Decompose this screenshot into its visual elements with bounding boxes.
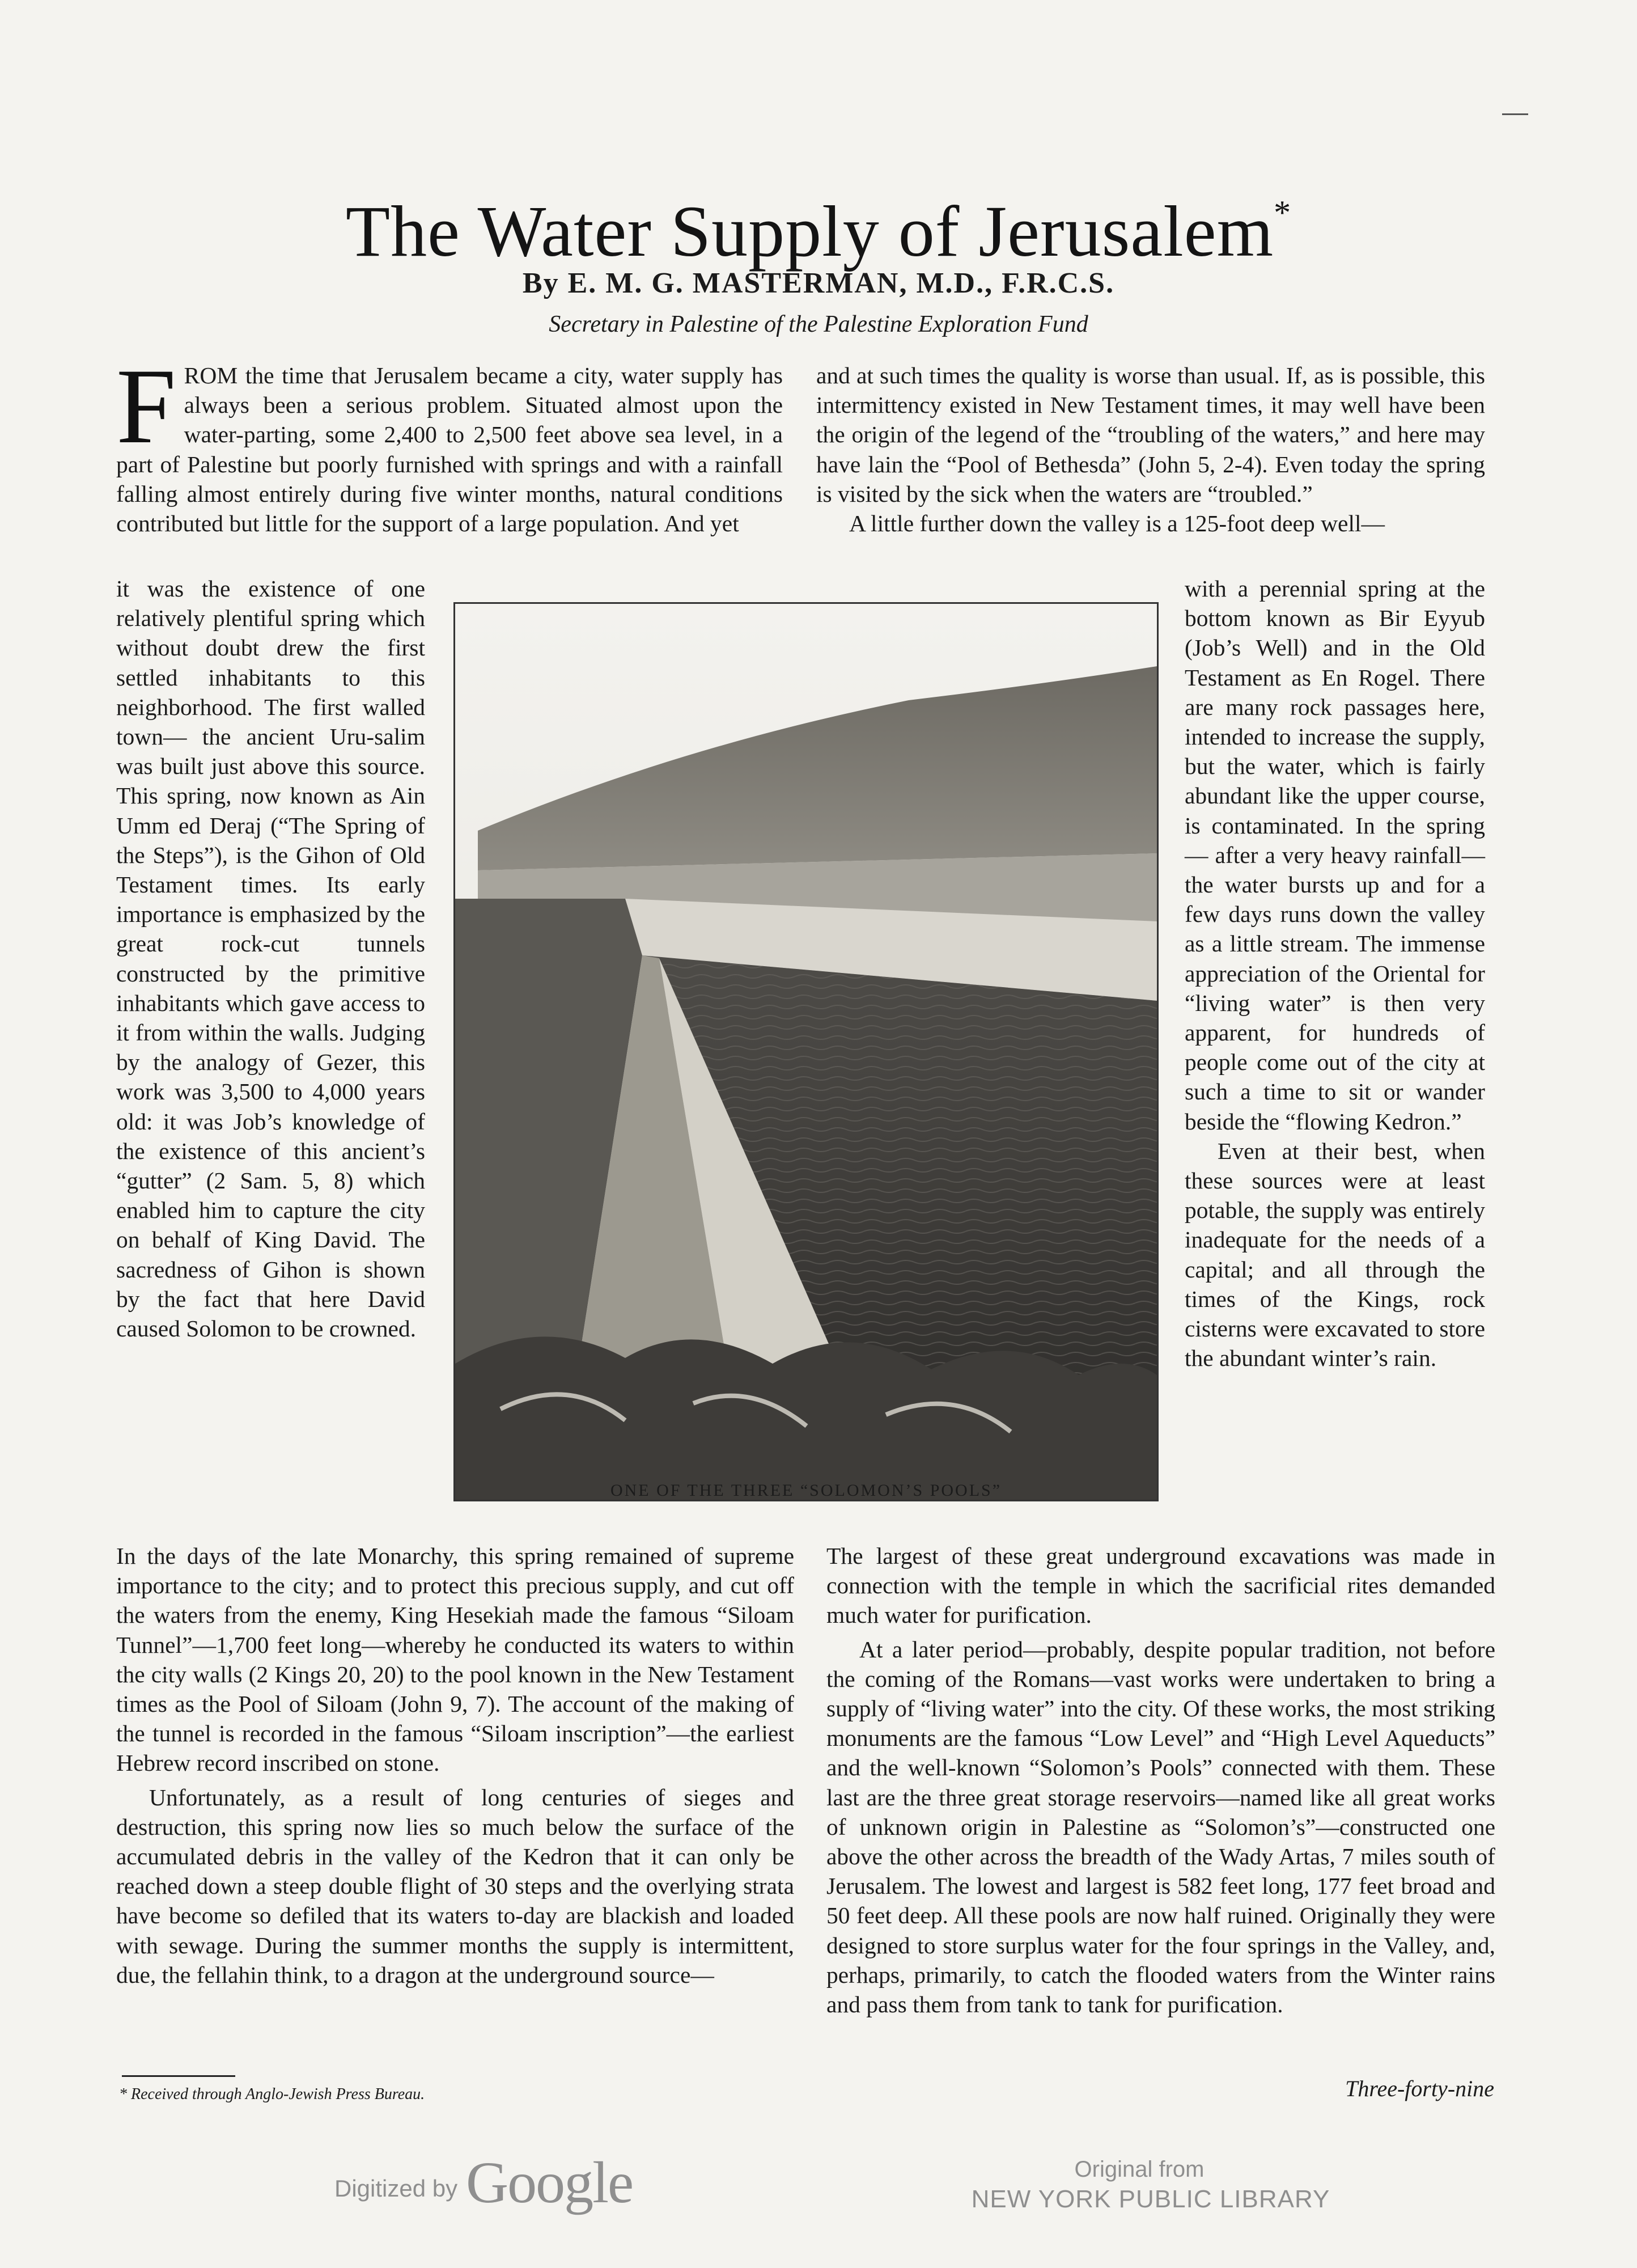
- title-footnote-mark: *: [1274, 194, 1292, 231]
- col2-narrow-paragraph-1: with a perennial spring at the bottom known as Bir Eyyub (Job’s Well) and in the Old Testament as En Rogel. There are many rock passages here, intended to increase the supply, but the water, which is fairly abundant like the upper course, is contaminated. In the spring— after a very heavy rainfall—the water bursts up and for a few days runs down the valley as a little stream. The immense appreciation of the Oriental for “living water” is then very apparent, for hundreds of people come out of the city at such a time to sit or wander beside the “flowing Kedron.”: [1185, 576, 1485, 1135]
- col2-narrow-text: [1185, 574, 1485, 1373]
- col1-top-text: [116, 347, 783, 538]
- photo-caption: ONE OF THE THREE “SOLOMON’S POOLS”: [610, 1481, 1002, 1500]
- col1-narrow-text: [116, 574, 425, 1343]
- col1-opening-paragraph: ROM the time that Jerusalem became a city, water supply has always been a serious problem. Situated almost upon the water-parting, some 2,400 to 2,500 feet above sea level, in a part of Palestine but poorly furnished with springs and with a rainfall falling almost entirely during five winter months, natural conditions contributed but little for the support of a large population. And yet: [116, 362, 783, 537]
- col1-narrow-paragraph: it was the existence of one relatively plentiful spring which without doubt drew the first settled inhabitants to this neighborhood. The first walled town— the ancient Uru-salim was built just above this source. This spring, now known as Ain Umm ed Deraj (“The Spring of the Steps”), is the Gihon of Old Testament times. Its early importance is emphasized by the great rock-cut tunnels constructed by the primitive inhabitants which gave access to it from within the walls. Judging by the analogy of Gezer, this work was 3,500 to 4,000 years old: it was Job’s knowledge of the existence of this ancient’s “gutter” (2 Sam. 5, 8) which enabled him to capture the city on behalf of King David. The sacredness of Gihon is shown by the fact that here David caused Solomon to be crowned.: [116, 576, 425, 1342]
- article-title: The Water Supply of Jerusalem*: [345, 191, 1292, 272]
- col1-paragraph-1: In the days of the late Monarchy, this spring remained of supreme importance to the city; and to protect this precious supply, and cut off the waters from the enemy, King Hesekiah made the famous “Siloam Tunnel”—1,700 feet long—whereby he conducted its waters to within the city walls (2 Kings 20, 20) to the pool known in the New Testament times as the Pool of Siloam (John 9, 7). The account of the making of the tunnel is recorded in the famous “Siloam inscription”—the earliest Hebrew record inscribed on stone.: [116, 1543, 794, 1776]
- byline: By E. M. G. MASTERMAN, M.D., F.R.C.S.: [522, 267, 1115, 299]
- col2-paragraph-1: and at such times the quality is worse than usual. If, as is possible, this intermittency existed in New Testament times, it may well have been the origin of the legend of the “troubling of the waters,” and here may have lain the “Pool of Bethesda” (John 5, 2-4). Even today the spring is visited by the sick when the waters are “troubled.”: [816, 362, 1485, 507]
- google-logo: Google: [466, 2150, 633, 2215]
- col2-narrow-paragraph-2: Even at their best, when these sources were at least potable, the supply was entirely inadequate for the needs of a capital; and all through the times of the Kings, rock cisterns were excavated to store the abundant winter’s rain.: [1185, 1137, 1485, 1372]
- col2-bottom-paragraph-2: At a later period—probably, despite popular tradition, not before the coming of the Romans—vast works were undertaken to bring a supply of “living water” into the city. Of these works, the most striking monuments are the famous “Low Level” and “High Level Aqueducts” and the well-known “Solomon’s Pools” connected with them. These last are the three great storage reservoirs—named like all great works of unknown origin in Palestine as “Solomon’s”—constructed one above the other across the breadth of the Wady Artas, 7 miles south of Jerusalem. The lowest and largest is 582 feet long, 177 feet broad and 50 feet deep. All these pools are now half ruined. Originally they were designed to store surplus water for the four springs in the Valley, and, perhaps, primarily, to catch the flooded waters from the Winter rains and pass them from tank to tank for purification.: [826, 1636, 1495, 2018]
- page-number: Three-forty-nine: [1345, 2076, 1494, 2101]
- col2-bottom-text: [826, 1541, 1495, 2019]
- original-from-label: Original from: [1074, 2157, 1205, 2182]
- footnote-rule: [122, 2075, 235, 2077]
- col1-paragraph-2: Unfortunately, as a result of long centuries of sieges and destruction, this spring now lies so much below the surface of the accumulated debris in the valley of the Kedron that it can only be reached down a steep double flight of 30 steps and the overlying strata have become so defiled that its waters to-day are blackish and loaded with sewage. During the summer months the supply is intermittent, due, the fellahin think, to a dragon at the underground source—: [116, 1784, 794, 1988]
- col1-bottom-text: [116, 1541, 794, 1990]
- solomons-pool-photo: [453, 602, 1159, 1501]
- col2-paragraph-2: A little further down the valley is a 125-foot deep well—: [849, 510, 1385, 537]
- margin-mark: [1502, 113, 1528, 115]
- author-affiliation: Secretary in Palestine of the Palestine Exploration Fund: [549, 311, 1088, 337]
- drop-cap: F: [116, 347, 176, 466]
- digitized-by-label: Digitized by: [334, 2175, 458, 2202]
- col2-top-text: [816, 361, 1485, 538]
- footnote: * Received through Anglo-Jewish Press Bureau.: [119, 2085, 425, 2103]
- col2-bottom-paragraph-1: The largest of these great underground excavations was made in connection with the temple in which the sacrificial rites demanded much water for purification.: [826, 1543, 1495, 1628]
- library-name: NEW YORK PUBLIC LIBRARY: [971, 2185, 1330, 2213]
